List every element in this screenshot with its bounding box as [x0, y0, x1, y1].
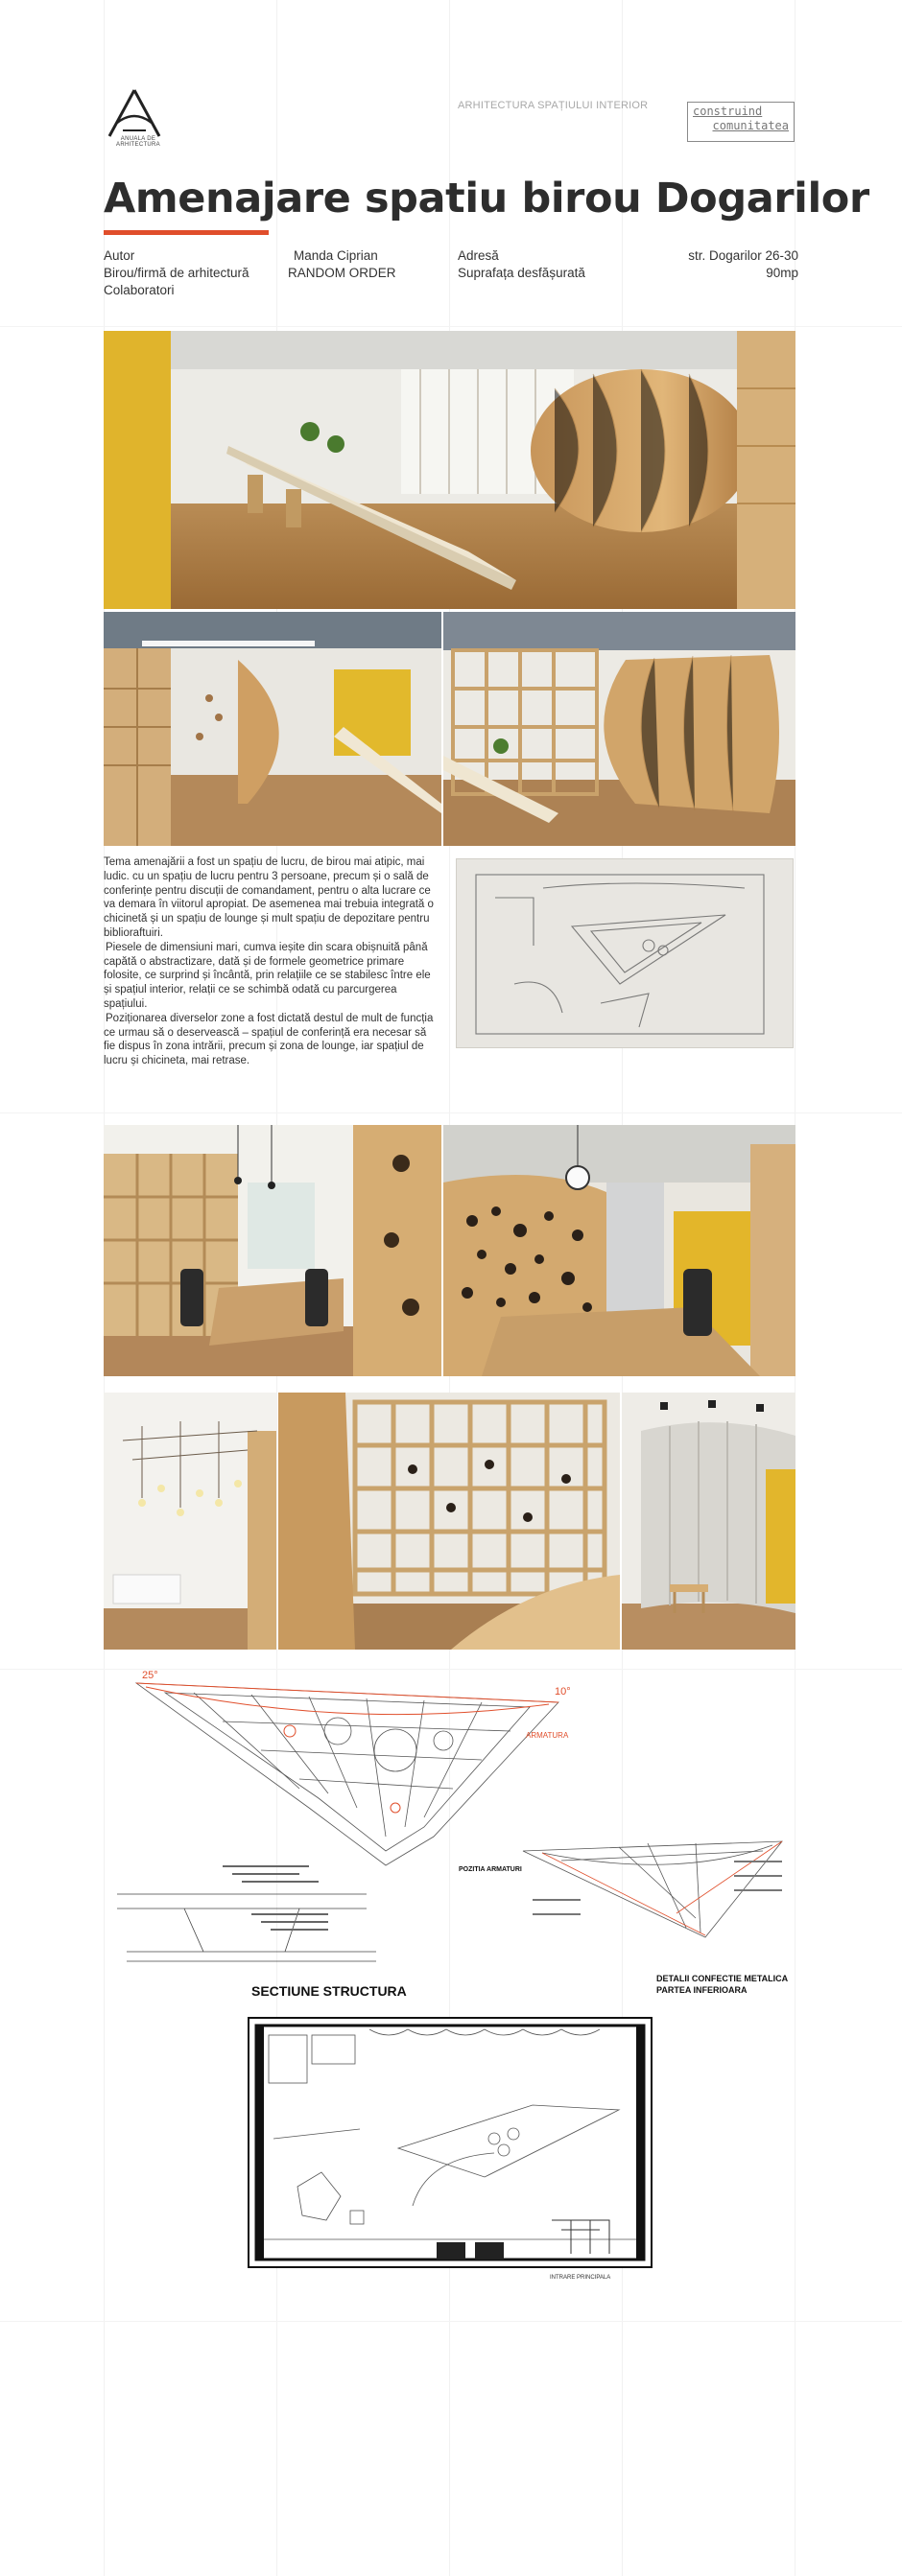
photo-conference-table	[104, 1125, 441, 1376]
meta-right-values	[633, 247, 798, 282]
detail-title-2: PARTEA INFERIOARA	[656, 1985, 748, 1995]
logo-caption: ANUALA DE ARHITECTURA	[116, 136, 160, 148]
pozitia-armaturi-label: POZITIA ARMATURI	[459, 1866, 522, 1873]
photo-curved-translucent-wall	[622, 1393, 795, 1650]
grid-line	[0, 326, 902, 327]
meta-value: str. Dogarilor 26-30	[688, 248, 798, 263]
photo-shelving-pod	[104, 612, 441, 846]
meta-label: Colaboratori	[104, 283, 175, 297]
project-title: Amenajare spatiu birou Dogarilor	[104, 175, 869, 222]
meta-left-labels	[104, 247, 249, 299]
grid-line	[0, 1112, 902, 1113]
description-paragraph: Piesele de dimensiuni mari, cumva ieșite din scara obișnuită până capătă o abstractizare, dată și de formele geometrice primare folosite, ce surprind și încântă, prin relațiile ce se stabilesc între ele și spațiul interior, relații ce se schimbă odată cu parcurgerea spațiului.	[104, 941, 431, 1010]
meta-label: Autor	[104, 248, 135, 263]
plan-entrance-label: INTRARE PRINCIPALA	[550, 2275, 611, 2281]
grid-line	[0, 1669, 902, 1670]
series-label: ARHITECTURA SPAȚIULUI INTERIOR	[458, 100, 649, 111]
floor-plan-drawing	[245, 2014, 655, 2271]
concept-sketch	[456, 858, 794, 1048]
angle-label-right: 10°	[555, 1686, 571, 1698]
construind-comunitatea-stamp	[687, 102, 795, 142]
armatura-label: ARMATURA	[526, 1731, 569, 1740]
photo-panorama-table-pod	[104, 331, 795, 609]
detail-title-1: DETALII CONFECTIE METALICA	[656, 1974, 789, 1983]
photo-perforated-wall-yellow	[443, 1125, 795, 1376]
stamp-line: construind	[693, 105, 763, 118]
photo-pendant-lights	[104, 1393, 276, 1650]
meta-label: Birou/firmă de arhitectură	[104, 266, 249, 280]
meta-value: 90mp	[766, 266, 798, 280]
meta-left-values	[288, 247, 396, 282]
meta-value: RANDOM ORDER	[288, 266, 396, 280]
section-title: SECTIUNE STRUCTURA	[251, 1983, 407, 1999]
meta-label: Adresă	[458, 248, 499, 263]
description-paragraph: Tema amenajării a fost un spațiu de lucru, de birou mai atipic, mai ludic. cu un spațiu de lucru pentru 3 persoane, precum și o sală de conferințe pentru discuții de comandament, pentru o alta lucrare ce va demara în viitorul apropiat. De asemenea mai trebuia integrată o chicinetă și un spațiu de lounge și mult spațiu de depozitare pentru biblioraftuiri.	[104, 856, 434, 939]
title-accent-rule	[104, 230, 269, 235]
meta-right-labels	[458, 247, 585, 282]
stamp-line: comunitatea	[712, 119, 789, 132]
grid-line	[0, 2321, 902, 2322]
description-paragraph: Poziționarea diverselor zone a fost dictată destul de mult de funcția ce urmau să o deservească – spațiul de conferință era necesar să fie dispus în zona intrării, precum și zona de lounge, iar spațiul de lucru și chicineta, mai retrase.	[104, 1012, 434, 1067]
angle-label-left: 25°	[142, 1670, 158, 1681]
metal-detail-drawing	[504, 1822, 796, 1966]
photo-curved-desk-shelves	[278, 1393, 620, 1650]
photo-pod-shelves	[443, 612, 795, 846]
meta-label: Suprafața desfășurată	[458, 266, 585, 280]
meta-value: Manda Ciprian	[294, 248, 378, 263]
project-description	[104, 855, 439, 1068]
